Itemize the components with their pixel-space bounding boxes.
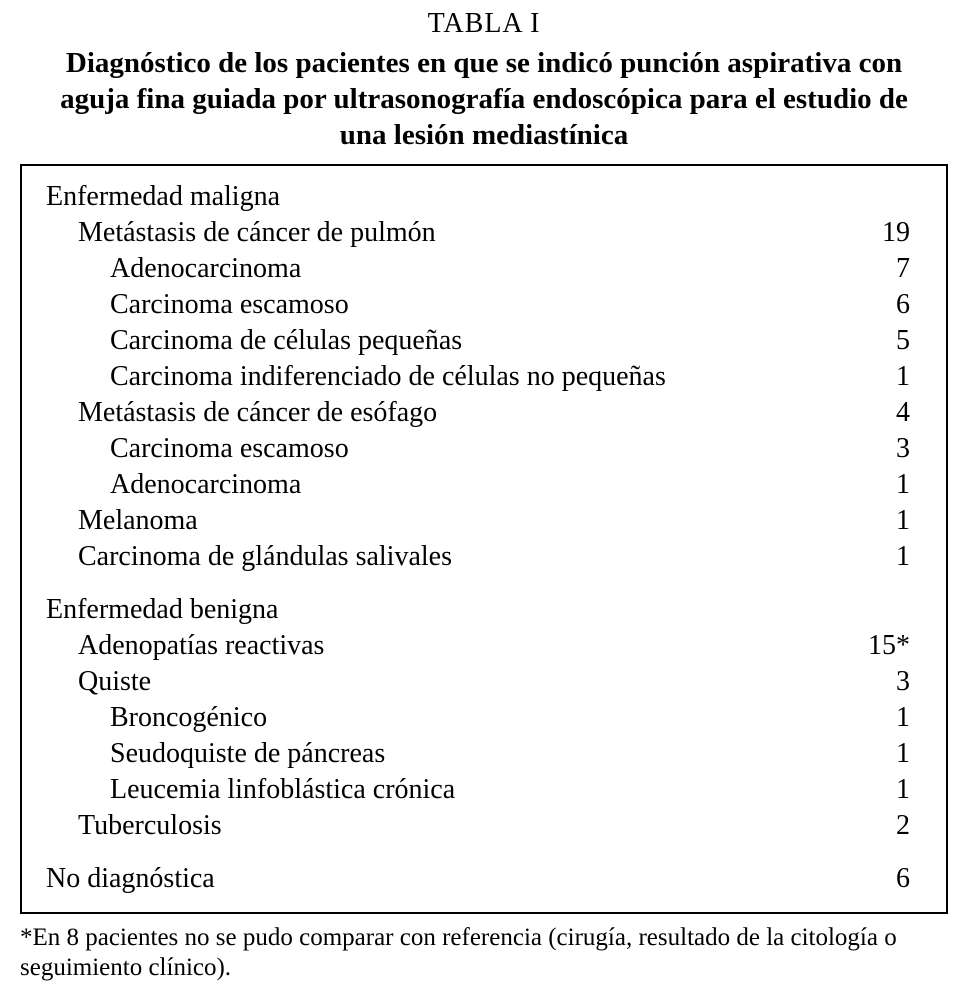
row-value: 19 xyxy=(882,216,910,248)
row-label: Quiste xyxy=(78,665,152,697)
table-row xyxy=(46,592,910,628)
row-value: 1 xyxy=(896,701,910,733)
table-row xyxy=(46,431,910,467)
row-label: Metástasis de cáncer de esófago xyxy=(78,396,438,428)
row-value: 7 xyxy=(896,252,910,284)
row-value: 1 xyxy=(896,468,910,500)
table-row xyxy=(46,359,910,395)
table-title: Diagnóstico de los pacientes en que se indicó punción aspirativa con aguja fina guiada por ultrasonografía endoscópica para el estudio de una lesión mediastínica xyxy=(60,47,908,151)
table-row xyxy=(46,287,910,323)
row-value: 3 xyxy=(896,665,910,697)
row-value: 3 xyxy=(896,432,910,464)
table-footnote: *En 8 pacientes no se pudo comparar con referencia (cirugía, resultado de la citología o seguimiento clínico). xyxy=(20,923,897,982)
row-label: Enfermedad benigna xyxy=(46,593,279,625)
row-value: 2 xyxy=(896,809,910,841)
row-value: 1 xyxy=(896,773,910,805)
row-label: Melanoma xyxy=(78,504,198,536)
row-value: 6 xyxy=(896,288,910,320)
row-value: 1 xyxy=(896,360,910,392)
row-label: Adenocarcinoma xyxy=(110,468,302,500)
table-row xyxy=(46,503,910,539)
row-label: No diagnóstica xyxy=(46,862,215,894)
table-box xyxy=(20,164,948,914)
table-label: TABLA I xyxy=(427,8,541,39)
row-label: Carcinoma escamoso xyxy=(110,432,349,464)
row-value: 5 xyxy=(896,324,910,356)
row-label: Adenopatías reactivas xyxy=(78,629,325,661)
row-label: Carcinoma escamoso xyxy=(110,288,349,320)
table-row xyxy=(46,251,910,287)
table-row xyxy=(46,664,910,700)
row-value: 1 xyxy=(896,540,910,572)
row-value: 15* xyxy=(868,629,910,661)
table-row xyxy=(46,215,910,251)
row-label: Metástasis de cáncer de pulmón xyxy=(78,216,436,248)
table-row xyxy=(46,323,910,359)
table-row xyxy=(46,467,910,503)
table-row xyxy=(46,772,910,808)
row-label: Enfermedad maligna xyxy=(46,180,281,212)
table-row xyxy=(46,700,910,736)
row-value: 6 xyxy=(896,862,910,894)
row-label: Leucemia linfoblástica crónica xyxy=(110,773,456,805)
row-label: Carcinoma de células pequeñas xyxy=(110,324,463,356)
table-row xyxy=(46,628,910,664)
row-label: Carcinoma indiferenciado de células no pequeñas xyxy=(110,360,666,392)
row-label: Seudoquiste de páncreas xyxy=(110,737,386,769)
row-value: 1 xyxy=(896,504,910,536)
row-label: Tuberculosis xyxy=(78,809,222,841)
table-row xyxy=(46,736,910,772)
table-row xyxy=(46,861,910,897)
table-row xyxy=(46,179,910,215)
row-label: Broncogénico xyxy=(110,701,268,733)
row-value: 4 xyxy=(896,396,910,428)
row-label: Carcinoma de glándulas salivales xyxy=(78,540,452,572)
table-row xyxy=(46,808,910,844)
row-value: 1 xyxy=(896,737,910,769)
table-row xyxy=(46,395,910,431)
table-row xyxy=(46,539,910,575)
row-label: Adenocarcinoma xyxy=(110,252,302,284)
